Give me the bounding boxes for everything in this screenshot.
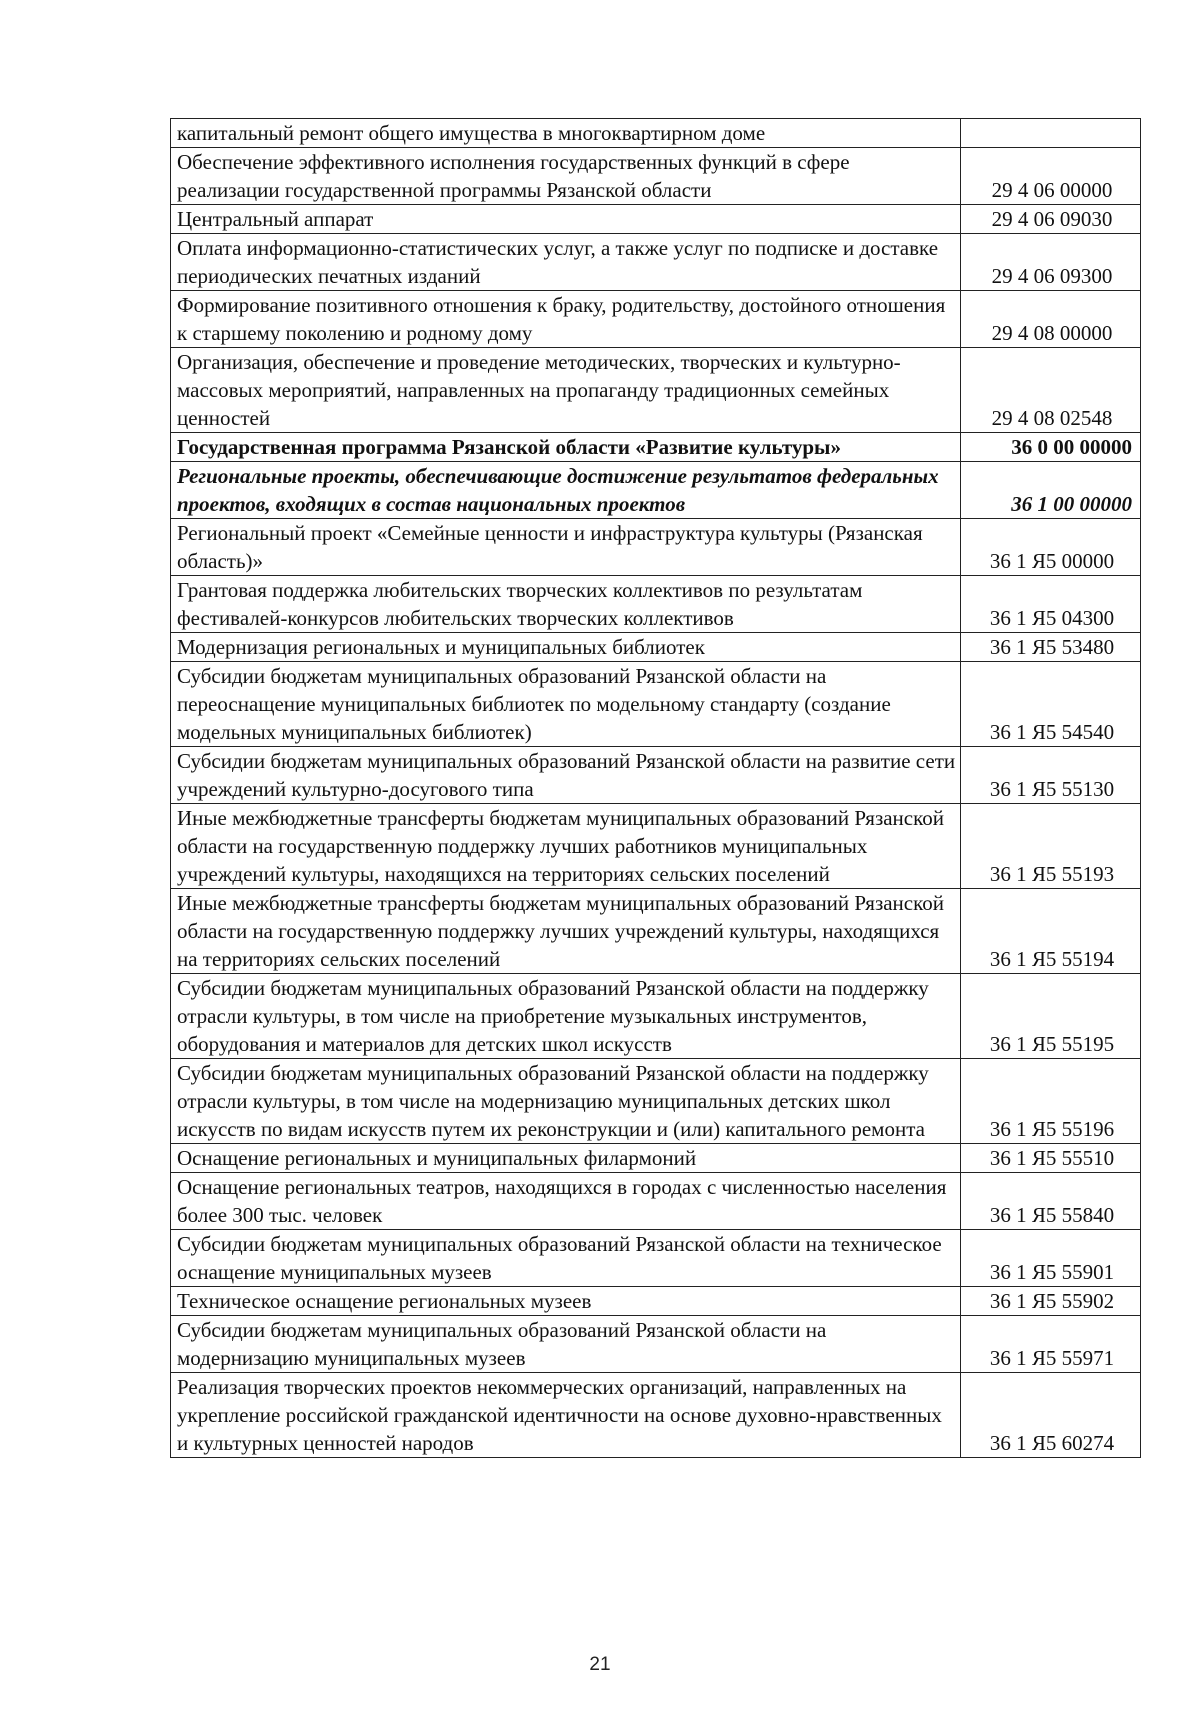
table-row (171, 1144, 1141, 1173)
row-code: 36 1 Я5 55193 (961, 804, 1141, 889)
table-row (171, 974, 1141, 1059)
row-code: 36 1 Я5 55194 (961, 889, 1141, 974)
table-row (171, 1316, 1141, 1373)
row-code: 36 1 Я5 55130 (961, 747, 1141, 804)
row-code: 29 4 08 02548 (961, 348, 1141, 433)
row-code: 36 1 Я5 55840 (961, 1173, 1141, 1230)
row-name: Субсидии бюджетам муниципальных образований Рязанской области на модернизацию муниципальных музеев (171, 1316, 961, 1373)
table-row (171, 234, 1141, 291)
row-code: 29 4 08 00000 (961, 291, 1141, 348)
row-name: Региональный проект «Семейные ценности и инфраструктура культуры (Рязанская область)» (171, 519, 961, 576)
table-row (171, 348, 1141, 433)
row-code: 36 1 Я5 55510 (961, 1144, 1141, 1173)
row-code: 36 1 Я5 55901 (961, 1230, 1141, 1287)
row-code: 36 1 Я5 55971 (961, 1316, 1141, 1373)
page-number: 21 (589, 1654, 611, 1675)
row-name: Обеспечение эффективного исполнения государственных функций в сфере реализации государственной программы Рязанской области (171, 148, 961, 205)
row-name: Субсидии бюджетам муниципальных образований Рязанской области на переоснащение муниципальных библиотек по модельному стандарту (создание модельных муниципальных библиотек) (171, 662, 961, 747)
table-row (171, 519, 1141, 576)
table-body (171, 119, 1141, 1458)
row-name: Формирование позитивного отношения к браку, родительству, достойного отношения к старшему поколению и родному дому (171, 291, 961, 348)
table-row (171, 747, 1141, 804)
row-name: Реализация творческих проектов некоммерческих организаций, направленных на укрепление российской гражданской идентичности на основе духовно-нравственных и культурных ценностей народов (171, 1373, 961, 1458)
table-row (171, 1230, 1141, 1287)
row-name: Грантовая поддержка любительских творческих коллективов по результатам фестивалей-конкурсов любительских творческих коллективов (171, 576, 961, 633)
row-name: Государственная программа Рязанской области «Развитие культуры» (171, 433, 961, 462)
row-name: Организация, обеспечение и проведение методических, творческих и культурно-массовых мероприятий, направленных на пропаганду традиционных семейных ценностей (171, 348, 961, 433)
table-row (171, 291, 1141, 348)
row-name: Техническое оснащение региональных музеев (171, 1287, 961, 1316)
row-name: Субсидии бюджетам муниципальных образований Рязанской области на развитие сети учреждений культурно-досугового типа (171, 747, 961, 804)
row-name: Иные межбюджетные трансферты бюджетам муниципальных образований Рязанской области на государственную поддержку лучших учреждений культуры, находящихся на территориях сельских поселений (171, 889, 961, 974)
table-row (171, 462, 1141, 519)
row-code: 36 1 Я5 60274 (961, 1373, 1141, 1458)
row-code: 36 1 Я5 55902 (961, 1287, 1141, 1316)
row-name: Иные межбюджетные трансферты бюджетам муниципальных образований Рязанской области на государственную поддержку лучших работников муниципальных учреждений культуры, находящихся на территориях сельских поселений (171, 804, 961, 889)
row-name: Оснащение региональных и муниципальных филармоний (171, 1144, 961, 1173)
row-code: 36 1 Я5 55196 (961, 1059, 1141, 1144)
row-code: 36 0 00 00000 (961, 433, 1141, 462)
table-row (171, 889, 1141, 974)
row-code: 36 1 Я5 54540 (961, 662, 1141, 747)
table-row (171, 433, 1141, 462)
table-row (171, 148, 1141, 205)
table-row (171, 1287, 1141, 1316)
row-name: Субсидии бюджетам муниципальных образований Рязанской области на поддержку отрасли культуры, в том числе на модернизацию муниципальных детских школ искусств по видам искусств путем их реконструкции и (или) капитального ремонта (171, 1059, 961, 1144)
row-name: Центральный аппарат (171, 205, 961, 234)
row-name: Субсидии бюджетам муниципальных образований Рязанской области на поддержку отрасли культуры, в том числе на приобретение музыкальных инструментов, оборудования и материалов для детских школ искусств (171, 974, 961, 1059)
table-row (171, 662, 1141, 747)
row-name: Модернизация региональных и муниципальных библиотек (171, 633, 961, 662)
table-row (171, 1173, 1141, 1230)
row-name: Оплата информационно-статистических услуг, а также услуг по подписке и доставке периодических печатных изданий (171, 234, 961, 291)
row-name: Оснащение региональных театров, находящихся в городах с численностью населения более 300 тыс. человек (171, 1173, 961, 1230)
row-code (961, 119, 1141, 148)
row-code: 36 1 00 00000 (961, 462, 1141, 519)
row-name: капитальный ремонт общего имущества в многоквартирном доме (171, 119, 961, 148)
table-row (171, 1373, 1141, 1458)
table-row (171, 1059, 1141, 1144)
row-code: 36 1 Я5 53480 (961, 633, 1141, 662)
row-code: 36 1 Я5 00000 (961, 519, 1141, 576)
row-name: Региональные проекты, обеспечивающие достижение результатов федеральных проектов, входящих в состав национальных проектов (171, 462, 961, 519)
row-code: 29 4 06 00000 (961, 148, 1141, 205)
table-row (171, 205, 1141, 234)
table-row (171, 804, 1141, 889)
row-code: 29 4 06 09030 (961, 205, 1141, 234)
row-code: 29 4 06 09300 (961, 234, 1141, 291)
table-row (171, 576, 1141, 633)
budget-code-table (170, 118, 1141, 1458)
row-code: 36 1 Я5 04300 (961, 576, 1141, 633)
row-code: 36 1 Я5 55195 (961, 974, 1141, 1059)
table-row (171, 119, 1141, 148)
table-row (171, 633, 1141, 662)
row-name: Субсидии бюджетам муниципальных образований Рязанской области на техническое оснащение муниципальных музеев (171, 1230, 961, 1287)
